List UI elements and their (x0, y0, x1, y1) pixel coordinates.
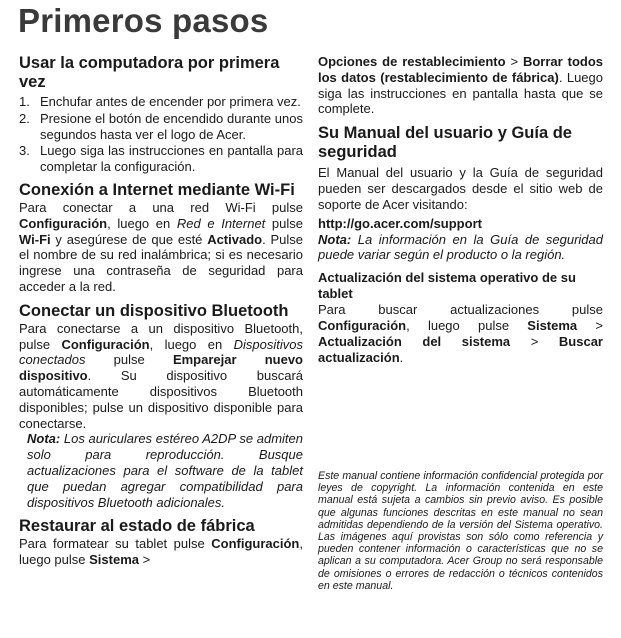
factory-reset-paragraph (19, 536, 303, 568)
section-bluetooth (19, 302, 303, 511)
step-number: 2. (19, 110, 30, 126)
check-update-term: Buscar actualización (318, 333, 603, 365)
activated-term: Activado (207, 231, 263, 247)
bluetooth-text: . Su dispositivo buscará automáticamente dispositivos Bluetooth disponibles; pulse un dispositivo disponible para conectarse. (19, 368, 303, 431)
os-update-paragraph (318, 302, 603, 365)
user-manual-paragraph: El Manual del usuario y la Guía de seguridad pueden ser descargados desde el sitio web de soporte de Acer visitando: (318, 165, 603, 212)
bluetooth-paragraph (19, 321, 303, 432)
update-text: > (510, 333, 559, 349)
step-text: Enchufar antes de encender por primera vez. (40, 94, 301, 109)
user-manual-note (318, 232, 603, 264)
wifi-heading: Conexión a Internet mediante Wi-Fi (19, 180, 295, 199)
page-title: Primeros pasos (18, 2, 269, 39)
note-label: Nota: (318, 231, 352, 247)
reset-text: , luego pulse (19, 536, 303, 568)
pair-device-term: Emparejar nuevo dispositivo (19, 352, 303, 384)
bluetooth-text: pulse (85, 352, 173, 368)
os-update-heading: Actualización del sistema operativo de su tablet (318, 270, 576, 302)
legal-disclaimer: Este manual contiene información confidencial protegida por leyes de copyright. La información contenida en este manual está sujeta a cambios sin previo aviso. Es posible que algunas funciones descritas en este manual no sean admitidas dependiendo de la versión del Sistema operativo. Las imágenes aquí provistas son sólo como referencia y pueden contener información o características que no se aplican a su computadora. Acer Group no será responsable de omisiones o errores de redacción o técnicos contenidos en este manual. (318, 470, 603, 592)
update-text: Para buscar actualizaciones pulse (318, 302, 603, 318)
wifi-text: . Pulse el nombre de su red inalámbrica; si es necesario ingrese una contraseña de seguridad para acceder a la red. (19, 231, 303, 294)
section-factory-reset (19, 517, 303, 568)
bluetooth-heading: Conectar un dispositivo Bluetooth (19, 301, 289, 320)
reset-options-term: Opciones de restablecimiento (318, 54, 506, 69)
system-term: Sistema (89, 552, 139, 568)
update-text: . (399, 349, 404, 365)
step-item (19, 111, 303, 143)
wifi-term: Wi-Fi (19, 231, 51, 247)
reset-text: > (139, 552, 151, 568)
settings-term: Configuración (211, 536, 300, 552)
section-wifi (19, 181, 303, 295)
support-url: http://go.acer.com/support (318, 215, 482, 231)
settings-term: Configuración (19, 215, 108, 231)
connected-devices-term: Dispositivos conectados (19, 336, 303, 368)
left-column (19, 54, 303, 568)
note-text: La información en la Guía de seguridad puede variar según el producto o la región. (318, 231, 603, 263)
first-use-heading: Usar la computadora por primera vez (19, 54, 280, 91)
bluetooth-note (19, 431, 303, 510)
reset-text: Para formatear su tablet pulse (19, 536, 212, 552)
section-user-manual (318, 124, 603, 263)
note-label: Nota: (27, 431, 61, 447)
step-item (19, 94, 303, 110)
factory-reset-continued (318, 54, 603, 117)
system-update-term: Actualización del sistema (318, 333, 511, 349)
update-text: > (577, 317, 603, 333)
step-text: Presione el botón de encendido durante unos segundos hasta ver el logo de Acer. (40, 110, 303, 142)
settings-term: Configuración (318, 317, 407, 333)
section-first-use (19, 54, 303, 175)
bluetooth-text: Para conectarse a un dispositivo Bluetooth, pulse (19, 320, 303, 352)
wifi-paragraph (19, 200, 303, 295)
note-text: Los auriculares estéreo A2DP se admiten solo para reproducción. Busque actualizaciones para el software de la tablet que puedan agregar compatibilidad para dispositivos Bluetooth adicionales. (27, 431, 303, 510)
reset-text: . Luego siga las instrucciones en pantalla hasta que se complete. (318, 69, 603, 117)
network-term: Red e Internet (176, 215, 266, 231)
step-text: Luego siga las instrucciones en pantalla para completar la configuración. (40, 143, 303, 175)
right-column (318, 54, 603, 365)
factory-reset-heading: Restaurar al estado de fábrica (19, 517, 255, 536)
update-text: , luego pulse (406, 317, 528, 333)
section-os-update (318, 270, 603, 365)
step-item (19, 143, 303, 175)
wifi-text: , luego en (107, 215, 177, 231)
erase-data-term: Borrar todos los datos (restablecimiento de fábrica) (318, 54, 603, 85)
step-number: 3. (19, 143, 30, 159)
settings-term: Configuración (61, 336, 150, 352)
user-manual-heading: Su Manual del usuario y Guía de seguridad (318, 124, 572, 162)
reset-text: > (505, 54, 523, 69)
wifi-text: y asegúrese de que esté (50, 231, 208, 247)
step-number: 1. (19, 94, 30, 109)
bluetooth-text: , luego en (149, 336, 234, 352)
first-use-steps (19, 94, 303, 175)
wifi-text: Para conectar a una red Wi-Fi pulse (19, 199, 303, 215)
system-term: Sistema (527, 317, 578, 333)
wifi-text: pulse (265, 215, 303, 231)
